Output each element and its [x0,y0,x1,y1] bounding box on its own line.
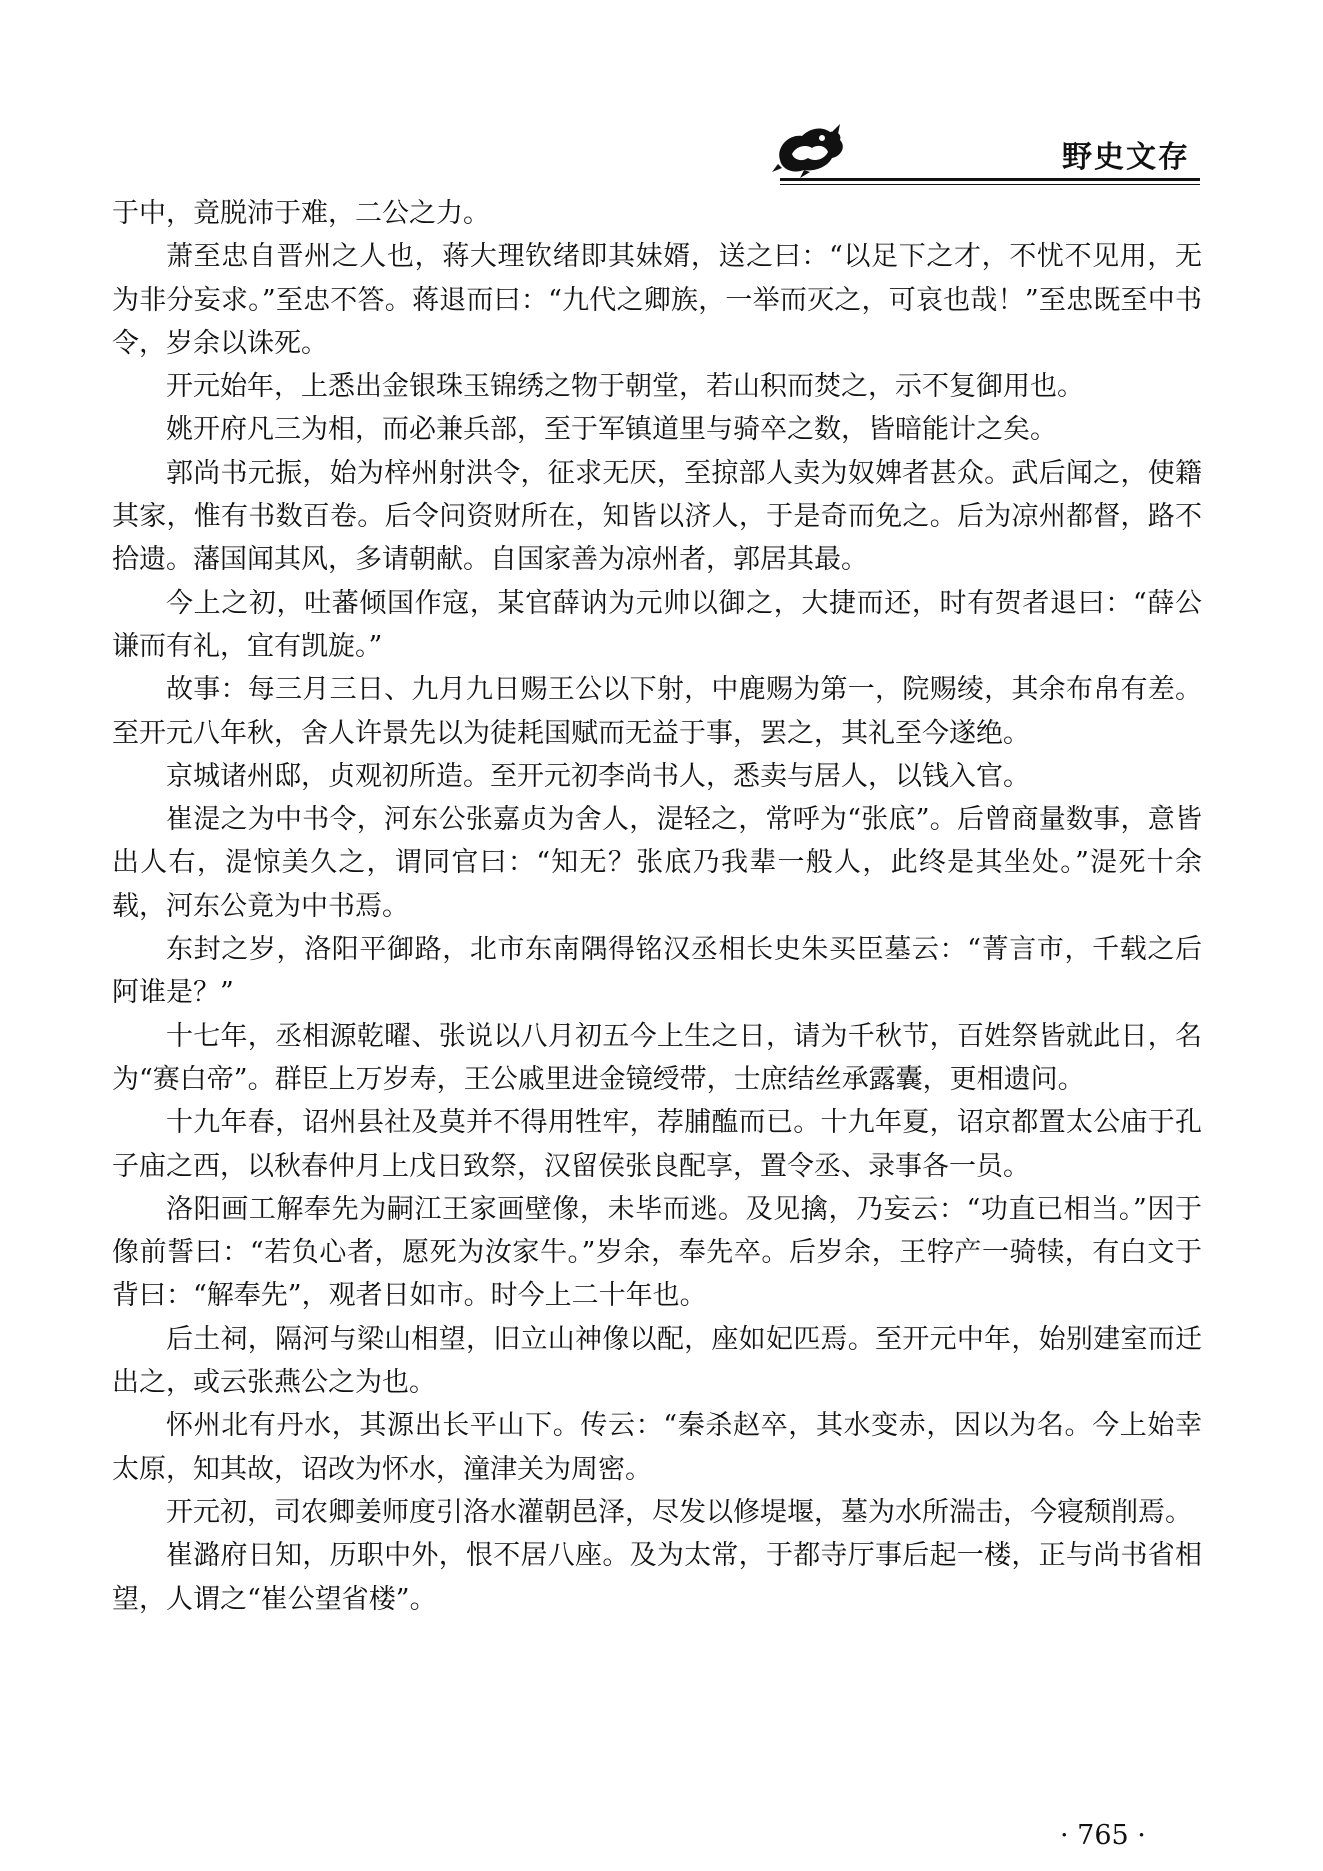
paragraph: 洛阳画工解奉先为嗣江王家画壁像，未毕而逃。及见擒，乃妄云：“功直已相当。”因于像前誓曰：“若负心者，愿死为汝家牛。”岁余，奉先卒。后岁余，王牸产一骑犊，有白文于背曰：“解奉先”，观者日如市。时今上二十年也。 [112,1193,1202,1312]
paragraph: 郭尚书元振，始为梓州射洪令，征求无厌，至掠部人卖为奴婢者甚众。武后闻之，使籍其家，惟有书数百卷。后令问资财所在，知皆以济人，于是奇而免之。后为凉州都督，路不拾遗。藩国闻其风，多请朝献。自国家善为凉州者，郭居其最。 [112,457,1202,576]
paragraph: 十七年，丞相源乾曜、张说以八月初五今上生之日，请为千秋节，百姓祭皆就此日，名为“赛白帝”。群臣上万岁寿，王公戚里进金镜绶带，士庶结丝承露囊，更相遗问。 [112,1020,1202,1095]
paragraph: 今上之初，吐蕃倾国作寇，某官薛讷为元帅以御之，大捷而还，时有贺者退曰：“薛公谦而有礼，宜有凯旋。” [112,587,1202,662]
paragraph: 京城诸州邸，贞观初所造。至开元初李尚书人，悉卖与居人，以钱入官。 [166,760,1030,792]
paragraph: 姚开府凡三为相，而必兼兵部，至于军镇道里与骑卒之数，皆暗能计之矣。 [166,414,1057,446]
paragraph: 崔湜之为中书令，河东公张嘉贞为舍人，湜轻之，常呼为“张底”。后曾商量数事，意皆出人右，湜惊美久之，谓同官曰：“知无？张底乃我辈一般人，此终是其坐处。”湜死十余载，河东公竟为中书焉。 [112,804,1202,922]
paragraph: 开元始年，上悉出金银珠玉锦绣之物于朝堂，若山积而焚之，示不复御用也。 [166,371,1084,403]
paragraph: 后土祠，隔河与梁山相望，旧立山神像以配，座如妃匹焉。至开元中年，始别建室而迁出之，或云张燕公之为也。 [112,1323,1202,1399]
paragraph: 萧至忠自晋州之人也，蒋大理钦绪即其妹婿，送之曰：“以足下之才，不忧不见用，无为非分妄求。”至忠不答。蒋退而曰：“九代之卿族，一举而灭之，可哀也哉！”至忠既至中书令，岁余以诛死。 [112,241,1202,359]
header-rule [780,178,1200,181]
paragraph: 东封之岁，洛阳平御路，北市东南隅得铭汉丞相长史朱买臣墓云：“菁言市，千载之后阿谁是？” [112,934,1202,1009]
paragraph: 怀州北有丹水，其源出长平山下。传云：“秦杀赵卒，其水变赤，因以为名。今上始幸太原，知其故，诏改为怀水，潼津关为周密。 [112,1410,1202,1485]
page-number: · 765 · [1060,1820,1146,1851]
paragraph: 开元初，司农卿姜师度引洛水灌朝邑泽，尽发以修堤堰，墓为水所湍击，今寝颓削焉。 [166,1496,1192,1528]
header-rule-thin [780,184,1200,185]
running-header [770,108,1200,188]
paragraph: 故事：每三月三日、九月九日赐王公以下射，中鹿赐为第一，院赐绫，其余布帛有差。至开元八年秋，舍人许景先以为徒耗国赋而无益于事，罢之，其礼至今遂绝。 [112,674,1202,749]
dragon-emblem-icon [770,120,850,180]
paragraph: 于中，竟脱沛于难，二公之力。 [112,198,490,229]
paragraph: 十九年春，诏州县社及莫并不得用牲牢，荐脯醢而已。十九年夏，诏京都置太公庙于孔子庙之西，以秋春仲月上戊日致祭，汉留侯张良配享，置令丞、录事各一员。 [112,1107,1202,1182]
paragraph: 崔潞府日知，历职中外，恨不居八座。及为太常，于都寺厅事后起一楼，正与尚书省相望，人谓之“崔公望省楼”。 [112,1540,1202,1615]
body-text [112,192,1202,1621]
running-header-title: 野史文存 [1062,140,1190,175]
